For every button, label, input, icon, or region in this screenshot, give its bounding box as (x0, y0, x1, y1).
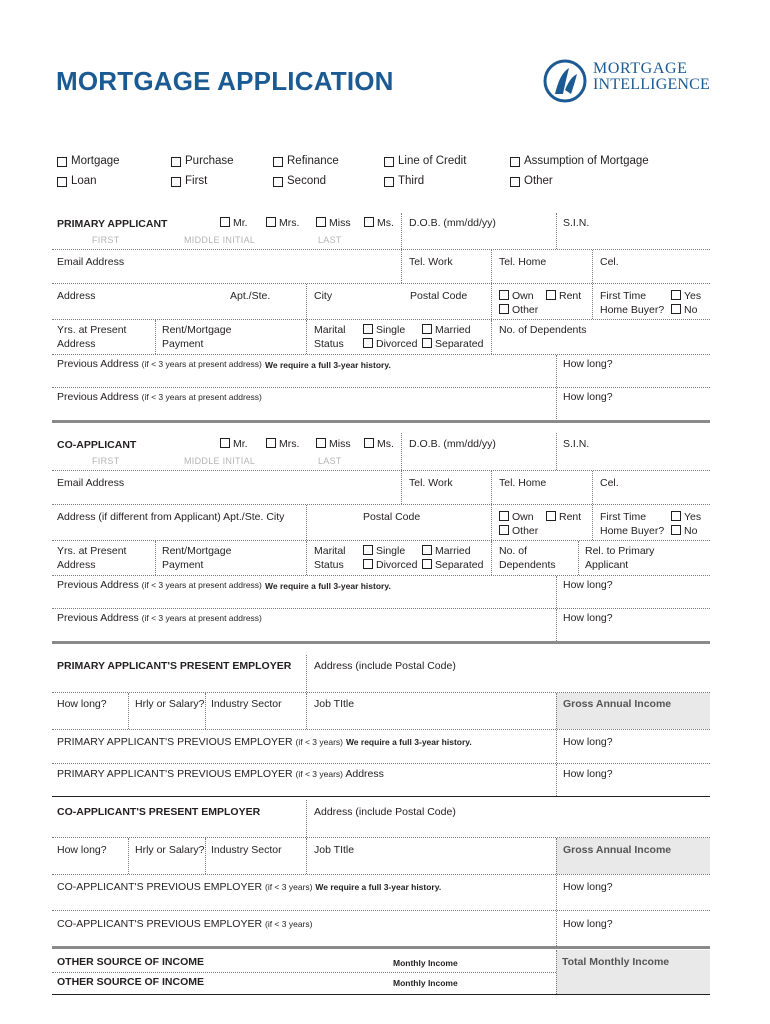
co-dob-label: D.O.B. (mm/dd/yy) (409, 438, 496, 450)
monthly-income-2-label: Monthly Income (393, 978, 458, 988)
loan-checkbox[interactable] (57, 177, 67, 187)
co-cel-label: Cel. (600, 477, 619, 489)
other-label: Other (524, 175, 553, 187)
primary-postal-label: Postal Code (410, 290, 468, 302)
company-logo (541, 56, 721, 106)
co-sin-label: S.I.N. (563, 438, 590, 450)
co-yrs-label-2: Address (57, 559, 96, 571)
co-dependents-label-1: No. of (499, 545, 528, 557)
co-address-label: Address (if different from Applicant) Apt./Ste. City (57, 511, 285, 523)
primary-other-res-label: Other (512, 304, 539, 316)
co-ftb-no-checkbox[interactable] (671, 525, 681, 535)
co-applicant-heading: CO-APPLICANT (57, 439, 137, 451)
primary-rent-checkbox[interactable] (546, 290, 556, 300)
primary-ftb-yes-label: Yes (684, 290, 702, 302)
primary-applicant-heading: PRIMARY APPLICANT (57, 218, 168, 230)
primary-last-name-hint: LAST (318, 235, 342, 245)
logo-line2: INTELLIGENCE (593, 76, 711, 93)
pa-prev-how-long-2: How long? (563, 768, 613, 780)
pa-job-title-label: Job TItle (314, 698, 355, 710)
primary-ftb-label-2: Home Buyer? (600, 304, 665, 316)
pa-employer-address-label: Address (include Postal Code) (314, 660, 456, 672)
other-income-2-label: OTHER SOURCE OF INCOME (57, 976, 205, 988)
primary-ms-checkbox[interactable] (364, 217, 374, 227)
pa-previous-employer-label: PRIMARY APPLICANT'S PREVIOUS EMPLOYER (if < 3 years) We require a full 3-year history. (57, 736, 472, 748)
loan-label: Loan (71, 175, 97, 187)
co-rent-payment-label-1: Rent/Mortgage (162, 545, 232, 557)
co-middle-initial-hint: MIDDLE INITIAL (184, 456, 256, 466)
co-ftb-label-2: Home Buyer? (600, 525, 665, 537)
primary-married-checkbox[interactable] (422, 324, 432, 334)
refinance-label: Refinance (287, 155, 339, 167)
co-relation-label-1: Rel. to Primary (585, 545, 655, 557)
primary-first-name-hint: FIRST (92, 235, 120, 245)
co-hrly-salary-label: Hrly or Salary? (135, 844, 205, 856)
mortgage-checkbox[interactable] (57, 157, 67, 167)
purchase-label: Purchase (185, 155, 234, 167)
logo-line1: MORTGAGE (593, 60, 688, 77)
primary-tel-home-label: Tel. Home (499, 256, 547, 268)
co-emp-how-long-label: How long? (57, 844, 107, 856)
co-prev-address-label: Previous Address (if < 3 years at present address) (57, 579, 262, 591)
co-gross-income-label: Gross Annual Income (563, 844, 672, 856)
first-label: First (185, 175, 208, 187)
pa-how-long-label: How long? (57, 698, 107, 710)
co-ms-checkbox[interactable] (364, 438, 374, 448)
co-yrs-label-1: Yrs. at Present (57, 545, 127, 557)
monthly-income-1-label: Monthly Income (393, 958, 458, 968)
pa-prev-how-long-1: How long? (563, 736, 613, 748)
primary-mrs-label: Mrs. (279, 217, 300, 229)
co-miss-checkbox[interactable] (316, 438, 326, 448)
co-single-label: Single (376, 545, 406, 557)
co-prev-how-long-2: How long? (563, 918, 613, 930)
primary-mr-checkbox[interactable] (220, 217, 230, 227)
primary-divorced-checkbox[interactable] (363, 338, 373, 348)
co-job-title-label: Job TItle (314, 844, 355, 856)
primary-apt-label: Apt./Ste. (230, 290, 271, 302)
co-own-checkbox[interactable] (499, 511, 509, 521)
primary-sin-label: S.I.N. (563, 217, 590, 229)
co-previous-employer-label: CO-APPLICANT'S PREVIOUS EMPLOYER (if < 3 years) We require a full 3-year history. (57, 881, 442, 893)
primary-rent-payment-label-2: Payment (162, 338, 204, 350)
primary-other-res-checkbox[interactable] (499, 304, 509, 314)
co-marital-label-2: Status (314, 559, 344, 571)
primary-ftb-label-1: First Time (600, 290, 647, 302)
co-rent-payment-label-2: Payment (162, 559, 204, 571)
pa-present-employer-heading: PRIMARY APPLICANT'S PRESENT EMPLOYER (57, 660, 292, 672)
pa-industry-label: Industry Sector (211, 698, 282, 710)
primary-email-label: Email Address (57, 256, 125, 268)
line-of-credit-label: Line of Credit (398, 155, 467, 167)
assumption-checkbox[interactable] (510, 157, 520, 167)
co-single-checkbox[interactable] (363, 545, 373, 555)
primary-marital-label-1: Marital (314, 324, 346, 336)
co-own-label: Own (512, 511, 534, 523)
primary-ms-label: Ms. (377, 217, 394, 229)
other-checkbox[interactable] (510, 177, 520, 187)
co-previous-employer-2-label: CO-APPLICANT'S PREVIOUS EMPLOYER (if < 3 years) (57, 918, 313, 930)
primary-address-label: Address (57, 290, 96, 302)
primary-how-long-1: How long? (563, 358, 613, 370)
second-label: Second (287, 175, 327, 187)
co-ftb-yes-checkbox[interactable] (671, 511, 681, 521)
co-mr-checkbox[interactable] (220, 438, 230, 448)
primary-dob-label: D.O.B. (mm/dd/yy) (409, 217, 496, 229)
co-ftb-label-1: First Time (600, 511, 647, 523)
primary-ftb-yes-checkbox[interactable] (671, 290, 681, 300)
co-how-long-1: How long? (563, 579, 613, 591)
primary-miss-checkbox[interactable] (316, 217, 326, 227)
primary-single-label: Single (376, 324, 406, 336)
co-rent-label: Rent (559, 511, 582, 523)
co-prev-how-long-1: How long? (563, 881, 613, 893)
primary-separated-label: Separated (435, 338, 484, 350)
primary-married-label: Married (435, 324, 471, 336)
co-married-label: Married (435, 545, 471, 557)
primary-yrs-label-2: Address (57, 338, 96, 350)
assumption-label: Assumption of Mortgage (524, 155, 649, 167)
primary-ftb-no-checkbox[interactable] (671, 304, 681, 314)
primary-rent-payment-label-1: Rent/Mortgage (162, 324, 232, 336)
co-marital-label-1: Marital (314, 545, 346, 557)
co-divorced-label: Divorced (376, 559, 418, 571)
co-last-name-hint: LAST (318, 456, 342, 466)
primary-prev-address-2-label: Previous Address (if < 3 years at present address) (57, 391, 262, 403)
first-checkbox[interactable] (171, 177, 181, 187)
pa-hrly-salary-label: Hrly or Salary? (135, 698, 205, 710)
co-email-label: Email Address (57, 477, 125, 489)
primary-divorced-label: Divorced (376, 338, 418, 350)
line-of-credit-checkbox[interactable] (384, 157, 394, 167)
co-mrs-checkbox[interactable] (266, 438, 276, 448)
primary-mrs-checkbox[interactable] (266, 217, 276, 227)
primary-ftb-no-label: No (684, 304, 698, 316)
third-checkbox[interactable] (384, 177, 394, 187)
co-relation-label-2: Applicant (585, 559, 629, 571)
primary-city-label: City (314, 290, 333, 302)
third-label: Third (398, 175, 425, 187)
co-other-res-label: Other (512, 525, 539, 537)
co-other-res-checkbox[interactable] (499, 525, 509, 535)
primary-marital-label-2: Status (314, 338, 344, 350)
primary-require-history-note: We require a full 3-year history. (265, 360, 391, 370)
primary-yrs-label-1: Yrs. at Present (57, 324, 127, 336)
co-how-long-2: How long? (563, 612, 613, 624)
pa-previous-employer-address-label: PRIMARY APPLICANT'S PREVIOUS EMPLOYER (if < 3 years) Address (57, 768, 384, 780)
primary-cel-label: Cel. (600, 256, 619, 268)
co-ms-label: Ms. (377, 438, 394, 450)
co-employer-address-label: Address (include Postal Code) (314, 806, 456, 818)
co-separated-checkbox[interactable] (422, 559, 432, 569)
primary-single-checkbox[interactable] (363, 324, 373, 334)
primary-dependents-label: No. of Dependents (499, 324, 587, 336)
primary-own-label: Own (512, 290, 534, 302)
co-first-name-hint: FIRST (92, 456, 120, 466)
primary-mr-label: Mr. (233, 217, 248, 229)
co-dependents-label-2: Dependents (499, 559, 556, 571)
primary-own-checkbox[interactable] (499, 290, 509, 300)
mortgage-label: Mortgage (71, 155, 120, 167)
primary-separated-checkbox[interactable] (422, 338, 432, 348)
co-mrs-label: Mrs. (279, 438, 300, 450)
co-married-checkbox[interactable] (422, 545, 432, 555)
co-tel-work-label: Tel. Work (409, 477, 453, 489)
pa-gross-income-label: Gross Annual Income (563, 698, 672, 710)
co-rent-checkbox[interactable] (546, 511, 556, 521)
co-ftb-yes-label: Yes (684, 511, 702, 523)
co-present-employer-heading: CO-APPLICANT'S PRESENT EMPLOYER (57, 806, 261, 818)
second-checkbox[interactable] (273, 177, 283, 187)
other-income-1-label: OTHER SOURCE OF INCOME (57, 956, 205, 968)
co-miss-label: Miss (329, 438, 351, 450)
primary-rent-label: Rent (559, 290, 582, 302)
logo-mark-icon (541, 56, 589, 106)
page-title: MORTGAGE APPLICATION (56, 66, 394, 96)
primary-how-long-2: How long? (563, 391, 613, 403)
primary-miss-label: Miss (329, 217, 351, 229)
primary-tel-work-label: Tel. Work (409, 256, 453, 268)
co-ftb-no-label: No (684, 525, 698, 537)
total-monthly-income-label: Total Monthly Income (562, 956, 670, 968)
primary-prev-address-label: Previous Address (if < 3 years at present address) (57, 358, 262, 370)
refinance-checkbox[interactable] (273, 157, 283, 167)
primary-middle-initial-hint: MIDDLE INITIAL (184, 235, 256, 245)
co-tel-home-label: Tel. Home (499, 477, 547, 489)
co-prev-address-2-label: Previous Address (if < 3 years at present address) (57, 612, 262, 624)
co-industry-label: Industry Sector (211, 844, 282, 856)
co-postal-label: Postal Code (363, 511, 421, 523)
co-divorced-checkbox[interactable] (363, 559, 373, 569)
co-mr-label: Mr. (233, 438, 248, 450)
co-separated-label: Separated (435, 559, 484, 571)
co-require-history-note: We require a full 3-year history. (265, 581, 391, 591)
purchase-checkbox[interactable] (171, 157, 181, 167)
